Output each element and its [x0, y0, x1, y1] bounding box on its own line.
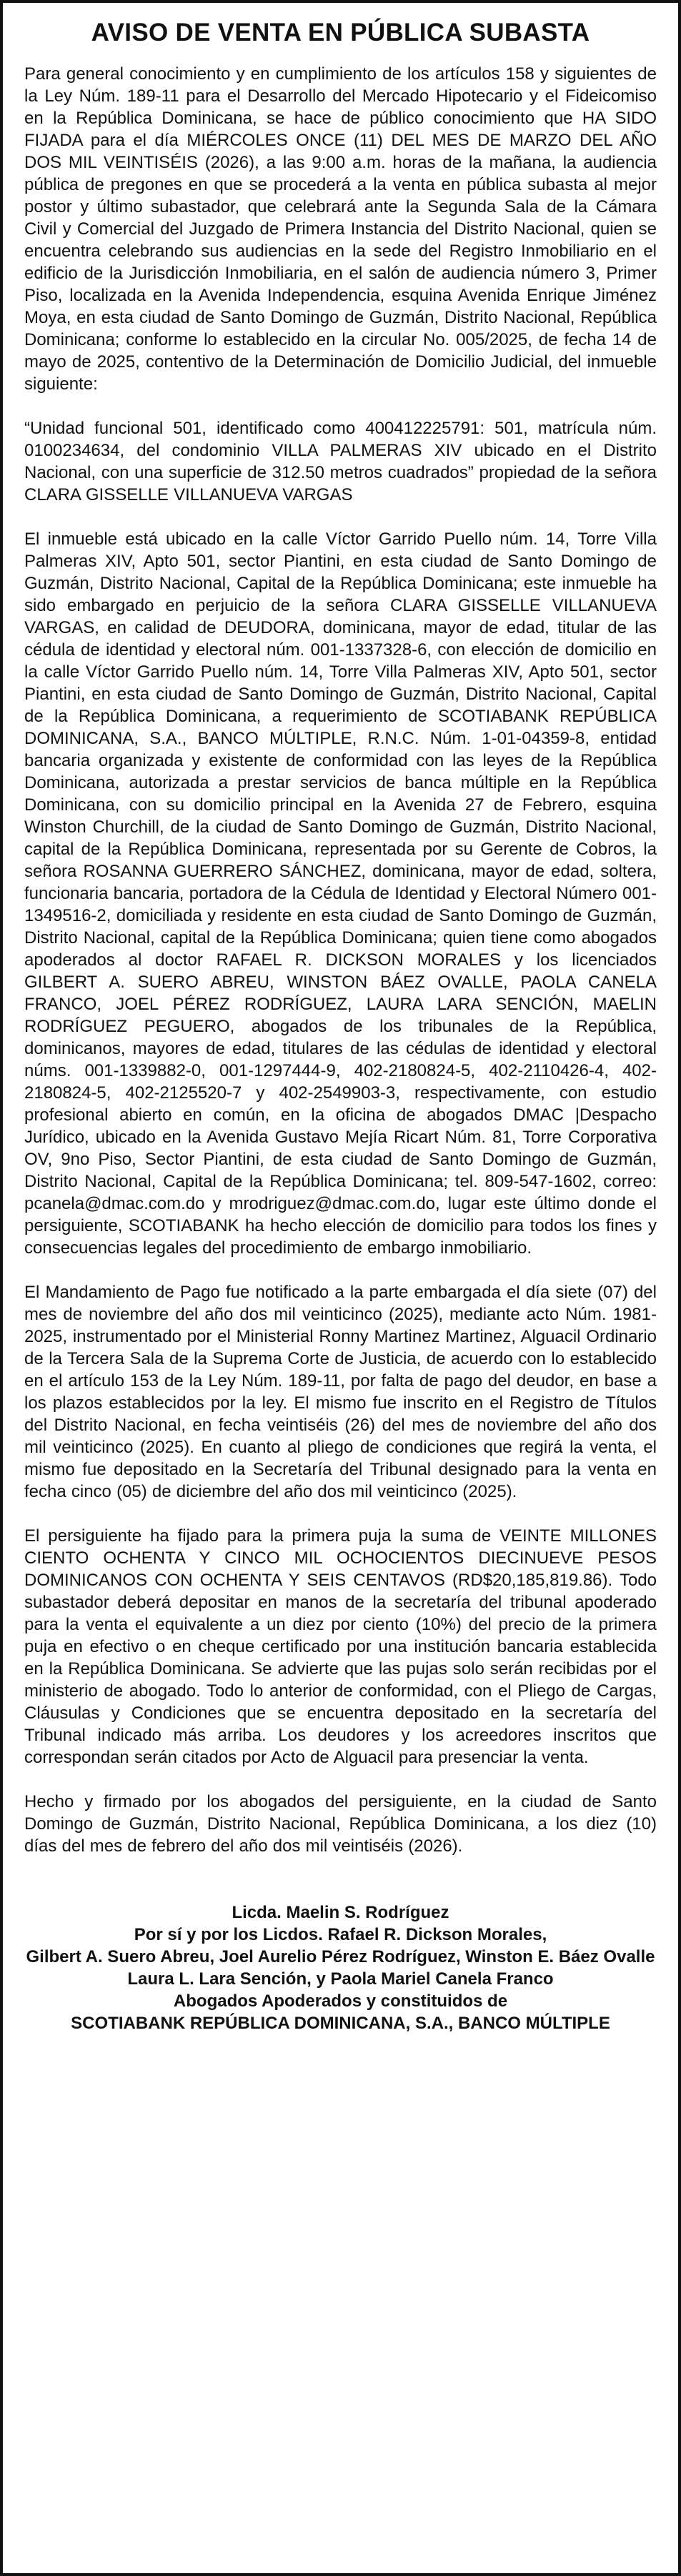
paragraph-first-bid: El persiguiente ha fijado para la primera puja la suma de VEINTE MILLONES CIENTO OCHENTA Y CINCO MIL OCHOCIENTOS DIECINUEVE PESOS DOMINICANOS CON OCHENTA Y SEIS CENTAVOS (RD$20,185,819.86). Todo subastador deberá depositar en manos de la secretaría del tribunal apoderado para la venta el equivalente a un diez por ciento (10%) del precio de la primera puja en efectivo o en cheque certificado por una institución bancaria establecida en la República Dominicana. Se advierte que las pujas solo serán recibidas por el ministerio de abogado. Todo lo anterior de conformidad, con el Pliego de Cargas, Cláusulas y Condiciones que se encuentra depositado en la secretaría del Tribunal indicado más arriba. Los deudores y los acreedores inscritos que correspondan serán citados por Acto de Alguacil para presenciar la venta. — [24, 1526, 657, 1767]
paragraph-property: “Unidad funcional 501, identificado como 400412225791: 501, matrícula núm. 0100234634, del condominio VILLA PALMERAS XIV ubicado en el Distrito Nacional, con una superficie de 312.50 metros cuadrados” propiedad de la señora CLARA GISSELLE VILLANUEVA VARGAS — [24, 419, 657, 504]
signature-line-name: Licda. Maelin S. Rodríguez — [232, 1903, 449, 1922]
paragraph-signed: Hecho y firmado por los abogados del persiguiente, en la ciudad de Santo Domingo de Guzmán, Distrito Nacional, República Dominicana, a los diez (10) días del mes de febrero del año dos mil veintiséis (2026). — [24, 1792, 657, 1856]
signature-line-lawyers-2: Laura L. Lara Sención, y Paola Mariel Canela Franco — [127, 1969, 554, 1989]
paragraph-location-parties: El inmueble está ubicado en la calle Víctor Garrido Puello núm. 14, Torre Villa Palmeras XIV, Apto 501, sector Piantini, en esta ciudad de Santo Domingo de Guzmán, Distrito Nacional, Capital de la República Dominicana; este inmueble ha sido embargado en perjuicio de la señora CLARA GISSELLE VILLANUEVA VARGAS, en calidad de DEUDORA, dominicana, mayor de edad, titular de las cédula de identidad y electoral núm. 001-1337328-6, con elección de domicilio en la calle Víctor Garrido Puello núm. 14, Torre Villa Palmeras XIV, Apto 501, sector Piantini, en esta ciudad de Santo Domingo de Guzmán, Distrito Nacional, Capital de la República Dominicana, a requerimiento de SCOTIABANK REPÚBLICA DOMINICANA, S.A., BANCO MÚLTIPLE, R.N.C. Núm. 1-01-04359-8, entidad bancaria organizada y existente de conformidad con las leyes de la República Dominicana, autorizada a prestar servicios de banca múltiple en la República Dominicana, con su domicilio principal en la Avenida 27 de Febrero, esquina Winston Churchill, de la ciudad de Santo Domingo de Guzmán, Distrito Nacional, capital de la República Dominicana, representada por su Gerente de Cobros, la señora ROSANNA GUERRERO SÁNCHEZ, dominicana, mayor de edad, soltera, funcionaria bancaria, portadora de la Cédula de Identidad y Electoral Número 001-1349516-2, domiciliada y residente en esta ciudad de Santo Domingo de Guzmán, Distrito Nacional, capital de la República Dominicana; quien tiene como abogados apoderados al doctor RAFAEL R. DICKSON MORALES y los licenciados GILBERT A. SUERO ABREU, WINSTON BÁEZ OVALLE, PAOLA CANELA FRANCO, JOEL PÉREZ RODRÍGUEZ, LAURA LARA SENCIÓN, MAELIN RODRÍGUEZ PEGUERO, abogados de los tribunales de la República, dominicanos, mayores de edad, titulares de las cédulas de identidad y electoral núms. 001-1339882-0, 001-1297444-9, 402-2180824-5, 402-2110426-4, 402-2180824-5, 402-2125520-7 y 402-2549903-3, respectivamente, con estudio profesional abierto en común, en la oficina de abogados DMAC |Despacho Jurídico, ubicado en la Avenida Gustavo Mejía Ricart Núm. 81, Torre Corporativa OV, 9no Piso, Sector Piantini, de esta ciudad de Santo Domingo de Guzmán, Distrito Nacional, Capital de la República Dominicana; tel. 809-547-1602, correo: pcanela@dmac.com.do y mrodriguez@dmac.com.do, lugar este último donde el persiguiente, SCOTIABANK ha hecho elección de domicilio para todos los fines y consecuencias legales del procedimiento de embargo inmobiliario. — [24, 529, 657, 1258]
signature-line-role: Abogados Apoderados y constituidos de — [173, 1991, 508, 2011]
paragraph-payment-order: El Mandamiento de Pago fue notificado a la parte embargada el día siete (07) del mes de noviembre del año dos mil veinticinco (2025), mediante acto Núm. 1981-2025, instrumentado por el Ministerial Ronny Martinez Martinez, Alguacil Ordinario de la Tercera Sala de la Suprema Corte de Justicia, de acuerdo con lo establecido en el artículo 153 de la Ley Núm. 189-11, por falta de pago del deudor, en base a los plazos establecidos por la ley. El mismo fue inscrito en el Registro de Títulos del Distrito Nacional, en fecha veintiséis (26) del mes de noviembre del año dos mil veinticinco (2025). En cuanto al pliego de condiciones que regirá la venta, el mismo fue depositado en la Secretaría del Tribunal designado para la venta en fecha cinco (05) de diciembre del año dos mil veinticinco (2025). — [24, 1283, 657, 1501]
signature-line-client: SCOTIABANK REPÚBLICA DOMINICANA, S.A., BANCO MÚLTIPLE — [71, 2014, 610, 2033]
signature-line-lawyers: Gilbert A. Suero Abreu, Joel Aurelio Pérez Rodríguez, Winston E. Báez Ovalle — [26, 1947, 655, 1966]
signature-block — [24, 1901, 657, 2034]
signature-line-behalf: Por sí y por los Licdos. Rafael R. Dickson Morales, — [134, 1925, 547, 1944]
paragraph-announcement: Para general conocimiento y en cumplimiento de los artículos 158 y siguientes de la Ley Núm. 189-11 para el Desarrollo del Mercado Hipotecario y el Fideicomiso en la República Dominicana, se hace de público conocimiento que HA SIDO FIJADA para el día MIÉRCOLES ONCE (11) DEL MES DE MARZO DEL AÑO DOS MIL VEINTISÉIS (2026), a las 9:00 a.m. horas de la mañana, la audiencia pública de pregones en que se procederá a la venta en pública subasta al mejor postor y último subastador, que celebrará ante la Segunda Sala de la Cámara Civil y Comercial del Juzgado de Primera Instancia del Distrito Nacional, quien se encuentra celebrando sus audiencias en la sede del Registro Inmobiliario en el edificio de la Jurisdicción Inmobiliaria, en el salón de audiencia número 3, Primer Piso, localizada en la Avenida Independencia, esquina Avenida Enrique Jiménez Moya, en esta ciudad de Santo Domingo de Guzmán, Distrito Nacional, República Dominicana; conforme lo establecido en la circular No. 005/2025, de fecha 14 de mayo de 2025, contentivo de la Determinación de Domicilio Judicial, del inmueble siguiente: — [24, 64, 657, 394]
notice-title: AVISO DE VENTA EN PÚBLICA SUBASTA — [91, 19, 590, 46]
